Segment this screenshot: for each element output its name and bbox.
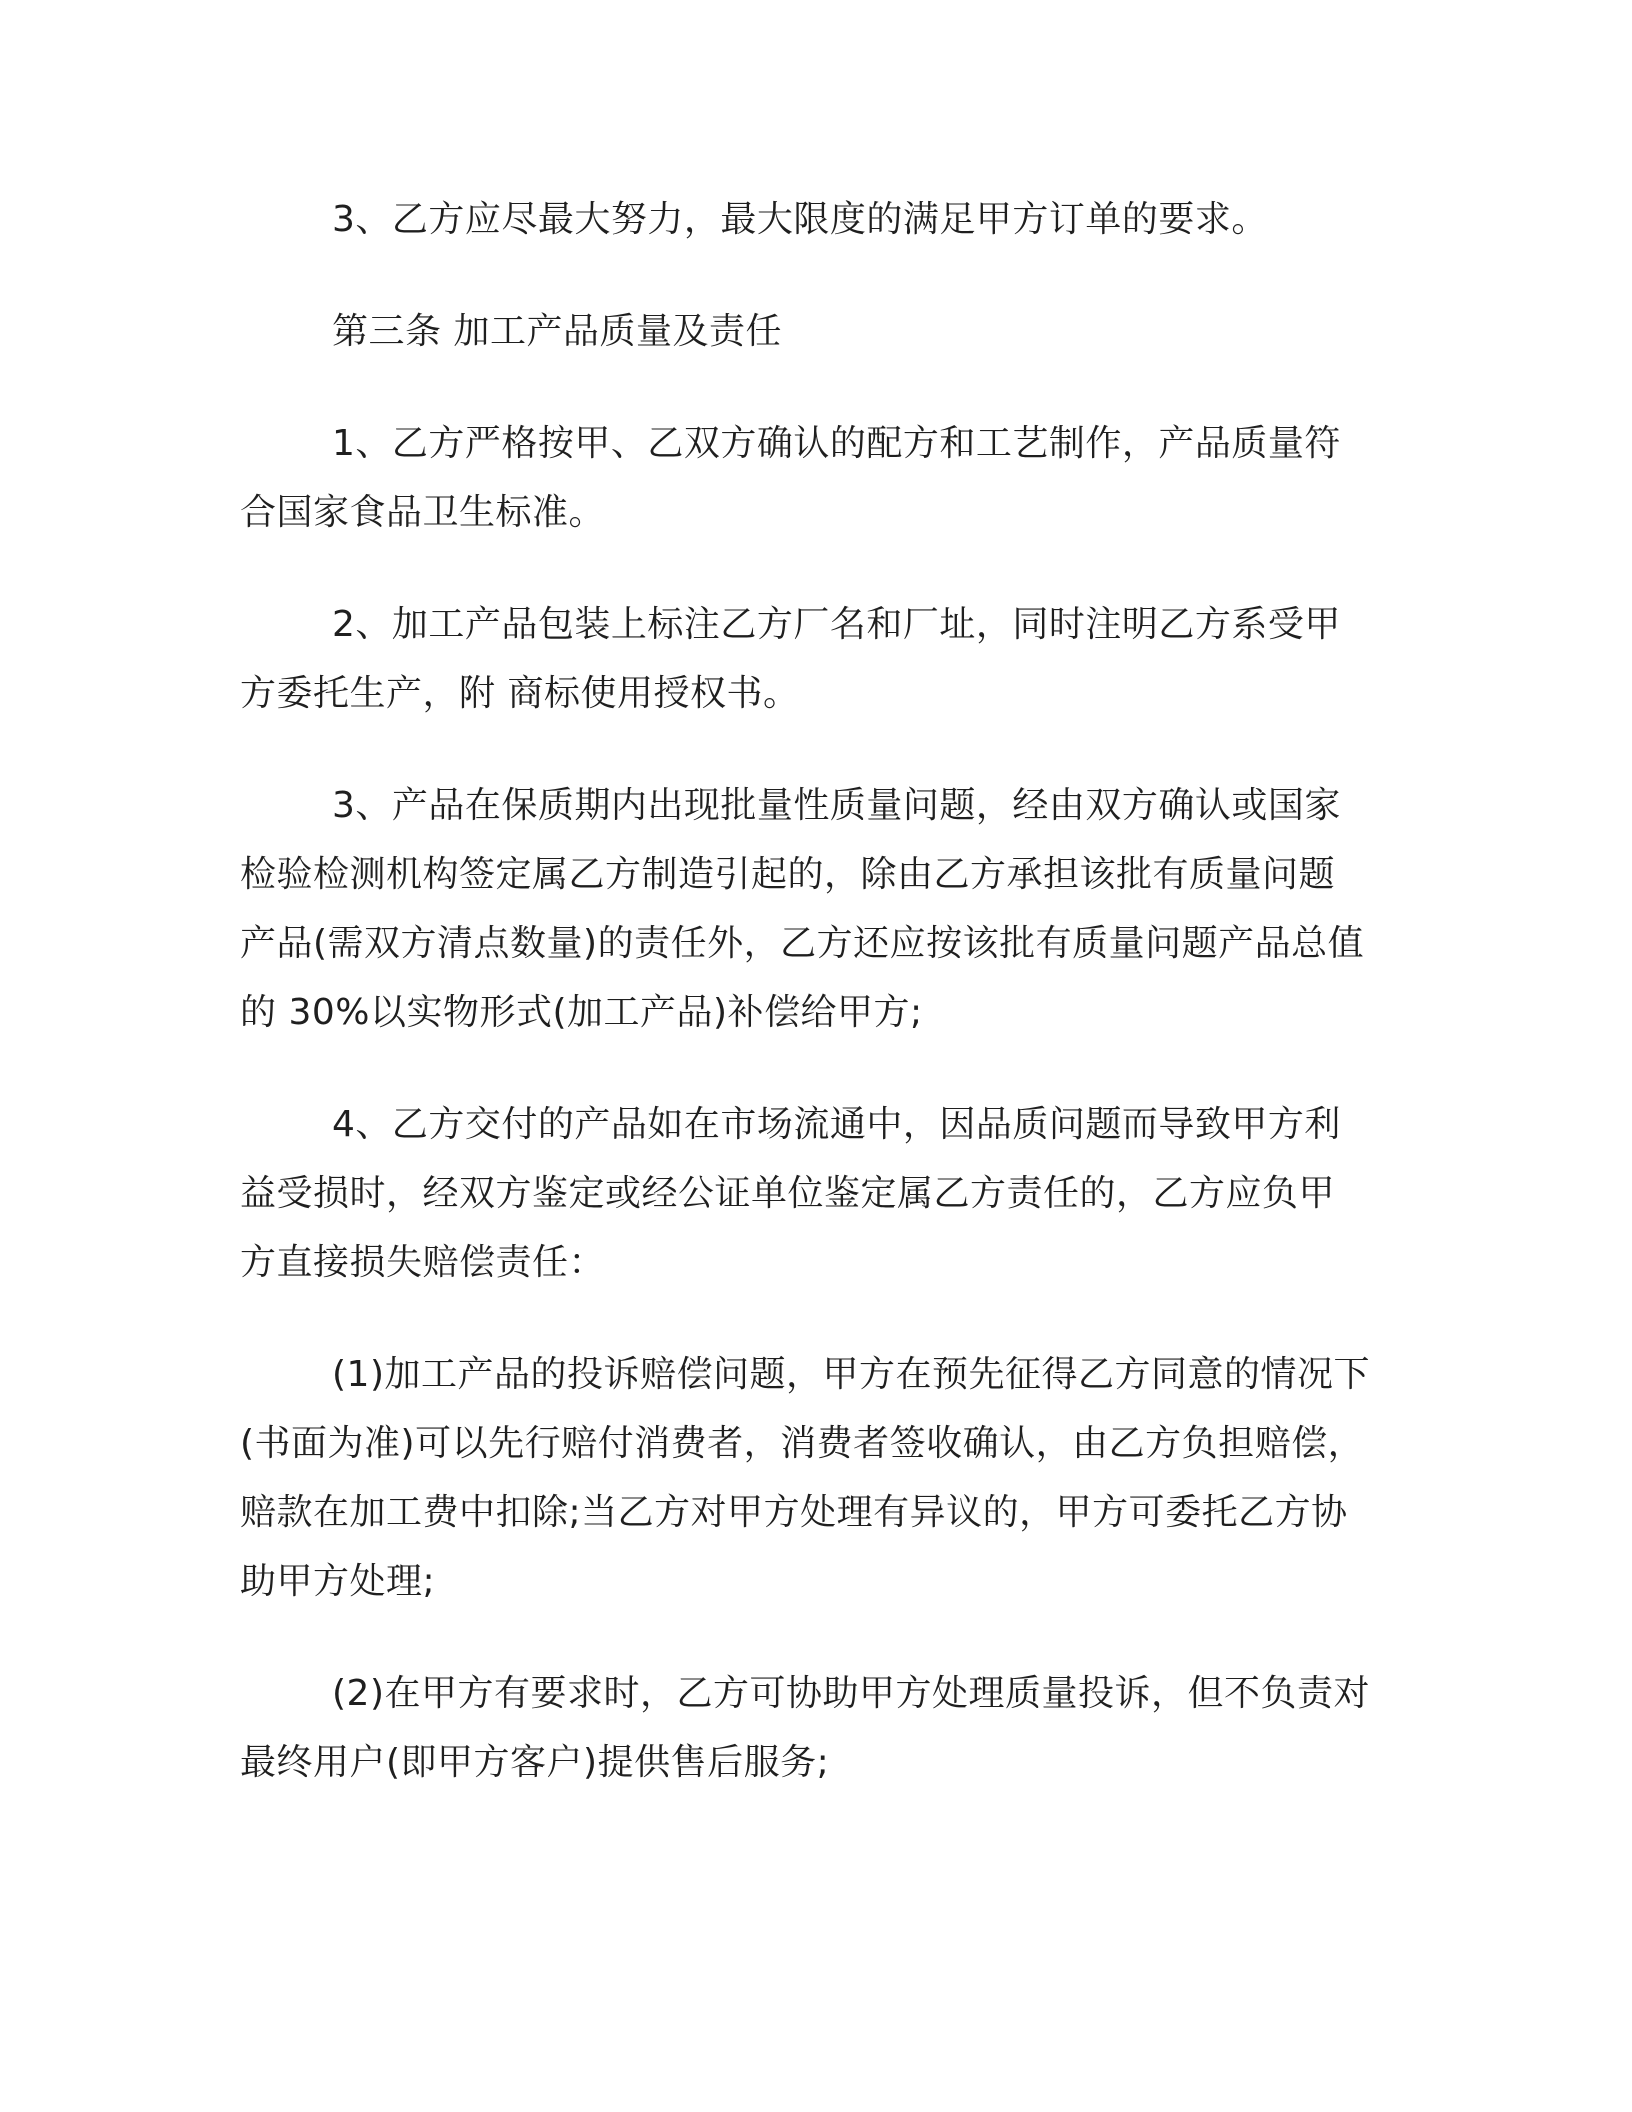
text-line: 3、产品在保质期内出现批量性质量问题，经由双方确认或国家 <box>332 785 1341 826</box>
text-line: (书面为准)可以先行赔付消费者，消费者签收确认，由乙方负担赔偿， <box>240 1423 1365 1464</box>
paragraph-batch-quality-issue <box>240 771 1390 1047</box>
text-line: 最终用户(即甲方客户)提供售后服务; <box>240 1742 830 1783</box>
text-line: (1)加工产品的投诉赔偿问题，甲方在预先征得乙方同意的情况下 <box>332 1354 1370 1395</box>
text-line: 的 30%以实物形式(加工产品)补偿给甲方; <box>240 992 923 1033</box>
paragraph-after-sales-assistance <box>240 1659 1390 1797</box>
text-line: (2)在甲方有要求时，乙方可协助甲方处理质量投诉，但不负责对 <box>332 1673 1370 1714</box>
text-line: 方直接损失赔偿责任： <box>240 1242 606 1283</box>
paragraph-item-3-order-requirements <box>240 185 1390 254</box>
text-line: 4、乙方交付的产品如在市场流通中，因品质问题而导致甲方利 <box>332 1104 1341 1145</box>
text-line: 助甲方处理; <box>240 1561 436 1602</box>
text-line: 赔款在加工费中扣除;当乙方对甲方处理有异议的，甲方可委托乙方协 <box>240 1492 1348 1533</box>
text-line: 2、加工产品包装上标注乙方厂名和厂址，同时注明乙方系受甲 <box>332 604 1341 645</box>
document-body <box>240 185 1390 1840</box>
paragraph-market-loss-liability <box>240 1090 1390 1297</box>
text-line: 第三条 加工产品质量及责任 <box>332 311 782 352</box>
text-line: 检验检测机构签定属乙方制造引起的，除由乙方承担该批有质量问题 <box>240 854 1336 895</box>
paragraph-quality-standard <box>240 409 1390 547</box>
text-line: 益受损时，经双方鉴定或经公证单位鉴定属乙方责任的，乙方应负甲 <box>240 1173 1336 1214</box>
text-line: 合国家食品卫生标准。 <box>240 492 606 533</box>
text-line: 方委托生产，附 商标使用授权书。 <box>240 673 800 714</box>
text-line: 1、乙方严格按甲、乙双方确认的配方和工艺制作，产品质量符 <box>332 423 1341 464</box>
paragraph-packaging-label <box>240 590 1390 728</box>
section-heading-article-3 <box>240 297 1390 366</box>
text-line: 产品(需双方清点数量)的责任外，乙方还应按该批有质量问题产品总值 <box>240 923 1365 964</box>
paragraph-complaint-compensation <box>240 1340 1390 1616</box>
text-line: 3、乙方应尽最大努力，最大限度的满足甲方订单的要求。 <box>332 199 1268 240</box>
